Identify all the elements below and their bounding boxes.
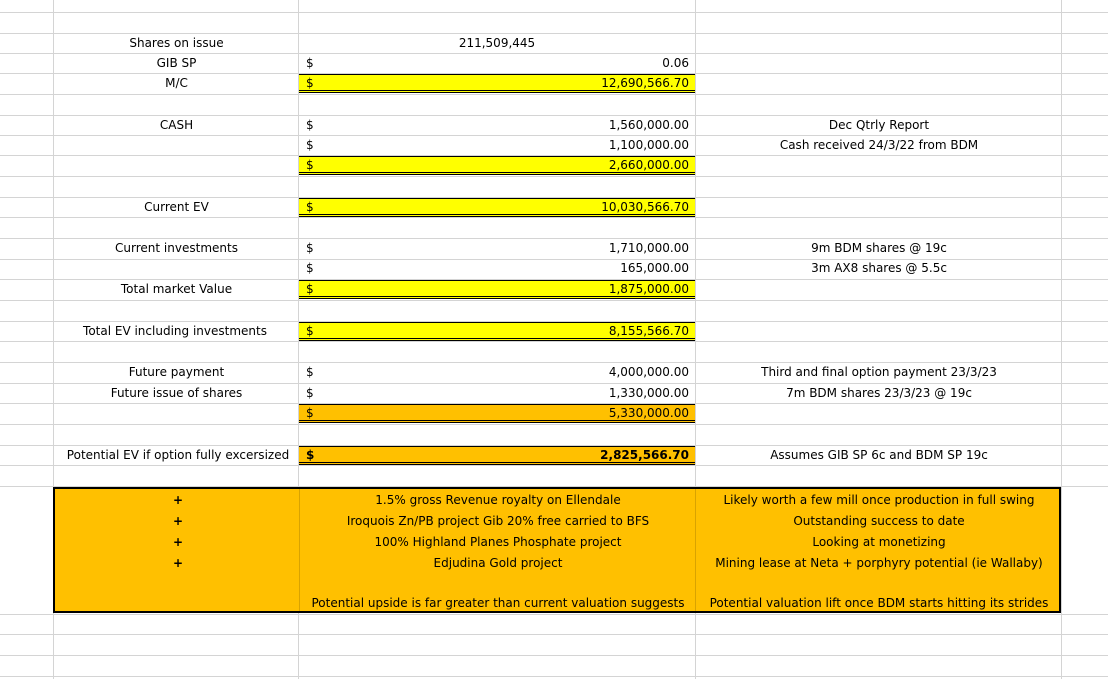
future-payment-label[interactable]: Future payment: [128, 365, 225, 379]
potential-ev-value[interactable]: 2,825,566.70: [600, 448, 689, 462]
mc-value[interactable]: 12,690,566.70: [601, 76, 689, 90]
potential-ev-label[interactable]: Potential EV if option fully excersized: [66, 448, 290, 462]
potential-ev-note[interactable]: Assumes GIB SP 6c and BDM SP 19c: [770, 448, 988, 462]
upside-summary[interactable]: Potential upside is far greater than current valuation suggests: [311, 596, 685, 610]
currency-symbol[interactable]: $: [306, 241, 314, 255]
upside-summary-note[interactable]: Potential valuation lift once BDM starts hitting its strides: [709, 596, 1049, 610]
currency-symbol[interactable]: $: [306, 76, 314, 90]
upside-item-note[interactable]: Likely worth a few mill once production in full swing: [723, 493, 1035, 507]
total-market-value[interactable]: 1,875,000.00: [608, 282, 689, 296]
plus-marker[interactable]: +: [172, 493, 184, 507]
total-ev-incl-value[interactable]: 8,155,566.70: [608, 324, 689, 338]
plus-marker[interactable]: +: [172, 556, 184, 570]
row-divider: [0, 676, 1108, 677]
currency-symbol[interactable]: $: [306, 365, 314, 379]
upside-item-text[interactable]: Edjudina Gold project: [433, 556, 563, 570]
currency-symbol[interactable]: $: [306, 158, 314, 172]
currency-symbol[interactable]: $: [306, 261, 314, 275]
gib-sp-value[interactable]: 0.06: [662, 56, 689, 70]
future-payment-value[interactable]: 4,000,000.00: [608, 365, 689, 379]
cash-note-1[interactable]: Dec Qtrly Report: [828, 118, 930, 132]
current-investments-label[interactable]: Current investments: [115, 241, 238, 255]
investments-value-2[interactable]: 165,000.00: [620, 261, 689, 275]
mc-label[interactable]: M/C: [165, 76, 188, 90]
currency-symbol[interactable]: $: [306, 386, 314, 400]
row-divider: [0, 217, 1108, 218]
upside-box: [53, 487, 1061, 613]
total-market-value-label[interactable]: Total market Value: [120, 282, 233, 296]
future-shares-value[interactable]: 1,330,000.00: [608, 386, 689, 400]
row-divider: [0, 634, 1108, 635]
investments-value-1[interactable]: 1,710,000.00: [608, 241, 689, 255]
cash-label[interactable]: CASH: [159, 118, 194, 132]
currency-symbol[interactable]: $: [306, 118, 314, 132]
investments-note-1[interactable]: 9m BDM shares @ 19c: [811, 241, 947, 255]
currency-symbol[interactable]: $: [306, 56, 314, 70]
cash-value-2[interactable]: 1,100,000.00: [608, 138, 689, 152]
future-shares-label[interactable]: Future issue of shares: [110, 386, 243, 400]
upside-item-note[interactable]: Mining lease at Neta + porphyry potential (ie Wallaby): [715, 556, 1043, 570]
row-divider: [0, 176, 1108, 177]
plus-marker[interactable]: +: [172, 535, 184, 549]
currency-symbol[interactable]: $: [306, 406, 314, 420]
row-divider: [0, 424, 1108, 425]
cash-value-1[interactable]: 1,560,000.00: [608, 118, 689, 132]
cash-total-value[interactable]: 2,660,000.00: [608, 158, 689, 172]
cash-note-2[interactable]: Cash received 24/3/22 from BDM: [779, 138, 979, 152]
gib-sp-label[interactable]: GIB SP: [156, 56, 197, 70]
upside-item-note[interactable]: Looking at monetizing: [812, 535, 946, 549]
currency-symbol[interactable]: $: [306, 200, 314, 214]
upside-item-text[interactable]: 1.5% gross Revenue royalty on Ellendale: [375, 493, 621, 507]
row-divider: [0, 12, 1108, 13]
row-divider: [0, 300, 1108, 301]
row-divider: [0, 614, 1108, 615]
total-ev-incl-label[interactable]: Total EV including investments: [83, 324, 267, 338]
future-payment-note[interactable]: Third and final option payment 23/3/23: [761, 365, 997, 379]
current-ev-value[interactable]: 10,030,566.70: [601, 200, 689, 214]
upside-item-text[interactable]: 100% Highland Planes Phosphate project: [374, 535, 622, 549]
investments-note-2[interactable]: 3m AX8 shares @ 5.5c: [811, 261, 947, 275]
row-divider: [0, 465, 1108, 466]
future-total-value[interactable]: 5,330,000.00: [608, 406, 689, 420]
upside-item-text[interactable]: Iroquois Zn/PB project Gib 20% free carried to BFS: [346, 514, 650, 528]
row-divider: [0, 94, 1108, 95]
shares-on-issue-value[interactable]: 211,509,445: [458, 36, 536, 50]
upside-item-note[interactable]: Outstanding success to date: [793, 514, 965, 528]
current-ev-label[interactable]: Current EV: [144, 200, 209, 214]
column-divider: [1061, 0, 1062, 679]
currency-symbol[interactable]: $: [306, 448, 315, 462]
currency-symbol[interactable]: $: [306, 282, 314, 296]
row-divider: [0, 655, 1108, 656]
future-shares-note[interactable]: 7m BDM shares 23/3/23 @ 19c: [786, 386, 972, 400]
plus-marker[interactable]: +: [172, 514, 184, 528]
shares-on-issue-label[interactable]: Shares on issue: [129, 36, 224, 50]
currency-symbol[interactable]: $: [306, 324, 314, 338]
currency-symbol[interactable]: $: [306, 138, 314, 152]
row-divider: [0, 341, 1108, 342]
